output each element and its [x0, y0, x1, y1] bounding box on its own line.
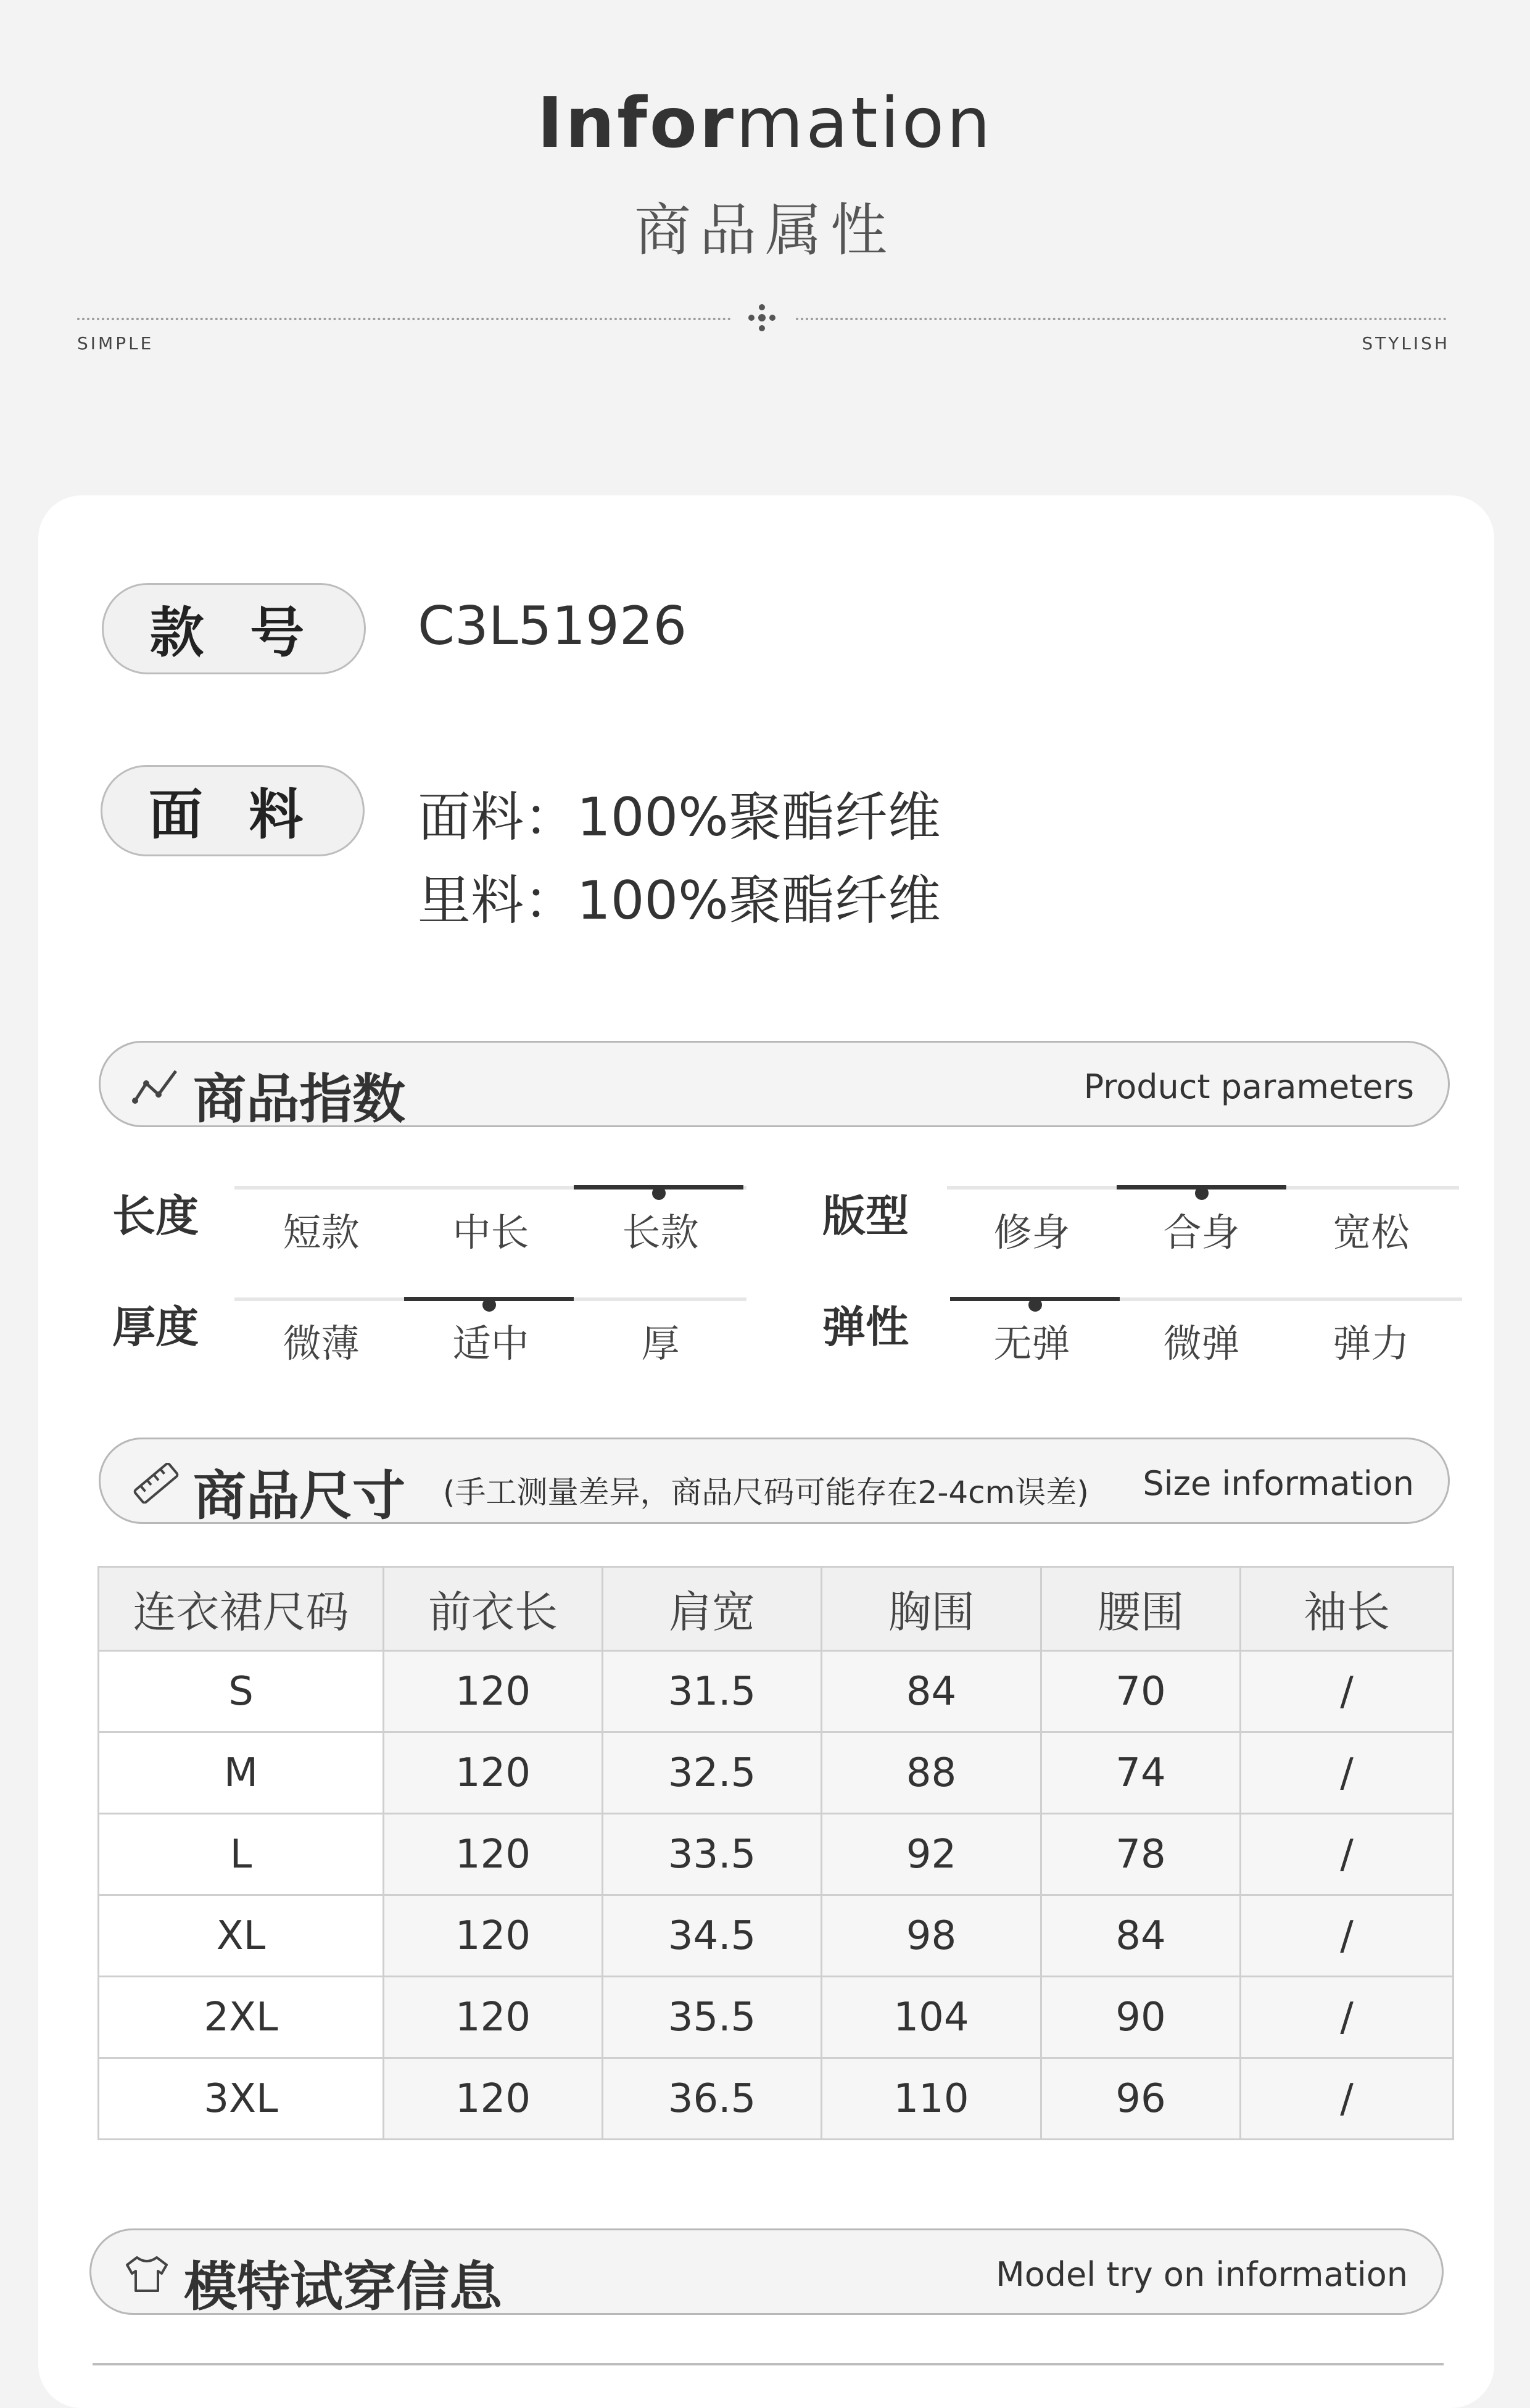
style-no-value: C3L51926 — [418, 595, 687, 657]
cell-front-length: 120 — [384, 2058, 603, 2140]
cell-front-length: 120 — [384, 1977, 603, 2058]
elasticity-scale — [950, 1297, 1462, 1301]
cell-sleeve: / — [1241, 1977, 1454, 2058]
size-information-title: 商品尺寸 — [193, 1465, 405, 1527]
table-row — [99, 2058, 1454, 2140]
cell-front-length: 120 — [384, 1651, 603, 1732]
thickness-seg-3 — [574, 1297, 743, 1301]
divider-right — [796, 318, 1447, 320]
length-option-2: 中长 — [452, 1210, 529, 1255]
cell-shoulder: 32.5 — [603, 1732, 822, 1814]
table-header-row — [99, 1567, 1454, 1651]
table-row — [99, 1651, 1454, 1732]
length-seg-2 — [404, 1186, 574, 1190]
bottom-divider — [93, 2363, 1444, 2365]
product-parameters-bar — [99, 1041, 1450, 1130]
fit-option-1: 修身 — [993, 1210, 1070, 1255]
cell-bust: 98 — [822, 1895, 1041, 1977]
col-header-sleeve: 袖长 — [1241, 1567, 1454, 1651]
ruler-icon — [131, 1463, 181, 1504]
col-header-bust: 胸围 — [822, 1567, 1041, 1651]
length-seg-1 — [234, 1186, 404, 1190]
size-information-bar — [99, 1438, 1450, 1527]
cell-bust: 84 — [822, 1651, 1041, 1732]
cell-bust: 104 — [822, 1977, 1041, 2058]
col-header-front-length: 前衣长 — [384, 1567, 603, 1651]
cell-bust: 110 — [822, 2058, 1041, 2140]
size-information-note: (手工测量差异，商品尺码可能存在2-4cm误差) — [443, 1475, 1089, 1510]
fabric-pill: 面 料 — [101, 765, 365, 856]
cell-sleeve: / — [1241, 1895, 1454, 1977]
thickness-scale — [234, 1297, 746, 1301]
cell-shoulder: 33.5 — [603, 1814, 822, 1895]
length-option-3: 长款 — [622, 1210, 699, 1255]
elasticity-seg-3 — [1289, 1297, 1459, 1301]
thickness-option-1: 微薄 — [283, 1321, 360, 1366]
cell-waist: 78 — [1041, 1814, 1241, 1895]
thickness-option-3: 厚 — [641, 1321, 680, 1366]
cell-size: M — [99, 1732, 384, 1814]
cell-bust: 88 — [822, 1732, 1041, 1814]
title-light: mation — [736, 83, 993, 163]
table-row — [99, 1814, 1454, 1895]
cell-waist: 84 — [1041, 1895, 1241, 1977]
param-label-length: 长度 — [112, 1191, 199, 1241]
length-option-1: 短款 — [283, 1210, 360, 1255]
product-parameters-title: 商品指数 — [193, 1069, 405, 1130]
cell-waist: 74 — [1041, 1732, 1241, 1814]
shirt-icon — [122, 2254, 172, 2294]
elasticity-option-3: 弹力 — [1333, 1321, 1410, 1366]
param-label-thickness: 厚度 — [112, 1302, 199, 1352]
cell-waist: 96 — [1041, 2058, 1241, 2140]
cell-sleeve: / — [1241, 2058, 1454, 2140]
fit-seg-2-selected — [1117, 1185, 1286, 1190]
style-no-pill: 款 号 — [102, 583, 366, 674]
table-row — [99, 1977, 1454, 2058]
cell-size: 3XL — [99, 2058, 384, 2140]
cell-shoulder: 31.5 — [603, 1651, 822, 1732]
title-bold: Infor — [537, 83, 737, 163]
cell-size: 2XL — [99, 1977, 384, 2058]
elasticity-option-1: 无弹 — [993, 1321, 1070, 1366]
cell-sleeve: / — [1241, 1651, 1454, 1732]
cell-sleeve: / — [1241, 1814, 1454, 1895]
cell-shoulder: 34.5 — [603, 1895, 822, 1977]
model-information-title: 模特试穿信息 — [184, 2256, 502, 2318]
cell-size: S — [99, 1651, 384, 1732]
fabric-line-1: 面料：100%聚酯纤维 — [418, 787, 941, 848]
cell-front-length: 120 — [384, 1814, 603, 1895]
cell-sleeve: / — [1241, 1732, 1454, 1814]
cell-size: L — [99, 1814, 384, 1895]
col-header-shoulder: 肩宽 — [603, 1567, 822, 1651]
elasticity-seg-2 — [1120, 1297, 1289, 1301]
fit-seg-3 — [1286, 1186, 1456, 1190]
model-information-bar — [89, 2228, 1444, 2318]
fit-seg-1 — [947, 1186, 1117, 1190]
cross-arrows-icon — [746, 302, 777, 333]
fit-scale — [947, 1186, 1459, 1190]
cell-bust: 92 — [822, 1814, 1041, 1895]
fit-option-2: 合身 — [1163, 1210, 1240, 1255]
table-row — [99, 1895, 1454, 1977]
elasticity-seg-1-selected — [950, 1297, 1120, 1301]
length-scale — [234, 1186, 746, 1190]
size-table — [97, 1566, 1454, 2140]
cell-waist: 70 — [1041, 1651, 1241, 1732]
fabric-line-2: 里料：100%聚酯纤维 — [418, 870, 941, 932]
simple-label: SIMPLE — [77, 333, 154, 354]
thickness-seg-1 — [234, 1297, 404, 1301]
col-header-size: 连衣裙尺码 — [99, 1567, 384, 1651]
trend-line-icon — [131, 1066, 181, 1107]
thickness-seg-2-selected — [404, 1297, 574, 1301]
cell-shoulder: 35.5 — [603, 1977, 822, 2058]
cell-size: XL — [99, 1895, 384, 1977]
divider-left — [77, 318, 731, 320]
size-information-en: Size information — [1143, 1464, 1414, 1503]
table-row — [99, 1732, 1454, 1814]
cell-shoulder: 36.5 — [603, 2058, 822, 2140]
length-seg-3-selected — [574, 1185, 743, 1190]
thickness-option-2: 适中 — [452, 1321, 529, 1366]
elasticity-option-2: 微弹 — [1163, 1321, 1240, 1366]
model-information-en: Model try on information — [996, 2255, 1408, 2294]
cell-waist: 90 — [1041, 1977, 1241, 2058]
param-label-elasticity: 弹性 — [822, 1302, 909, 1352]
page-title-cn: 商品属性 — [634, 197, 896, 263]
cell-front-length: 120 — [384, 1732, 603, 1814]
stylish-label: STYLISH — [1362, 333, 1450, 354]
product-parameters-en: Product parameters — [1083, 1067, 1414, 1106]
page-title-en — [0, 83, 1530, 163]
col-header-waist: 腰围 — [1041, 1567, 1241, 1651]
param-label-fit: 版型 — [822, 1191, 909, 1241]
fit-option-3: 宽松 — [1333, 1210, 1410, 1255]
cell-front-length: 120 — [384, 1895, 603, 1977]
